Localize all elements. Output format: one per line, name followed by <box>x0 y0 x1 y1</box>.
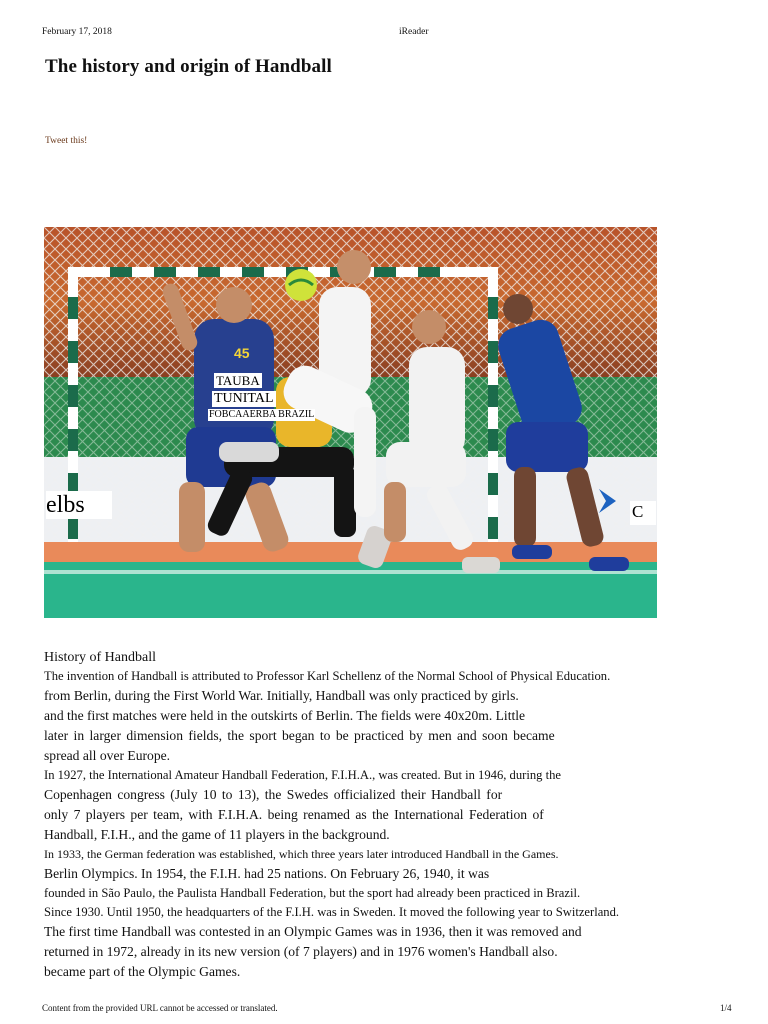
header-date: February 17, 2018 <box>42 27 112 37</box>
section-heading: History of Handball <box>44 650 156 665</box>
paragraph-line: and the first matches were held in the outskirts of Berlin. The fields were 40x20m. Little <box>44 708 526 723</box>
svg-text:45: 45 <box>234 345 250 361</box>
handball-photo <box>44 227 657 618</box>
paragraph-line: only 7 players per team, with F.I.H.A. being renamed as the International Federation of <box>44 807 544 822</box>
paragraph-line: founded in São Paulo, the Paulista Handball Federation, but the sport had already been practiced in Brazil. <box>44 886 581 900</box>
page-indicator: 1/4 <box>720 1003 732 1013</box>
photo-overlay-text: elbs <box>46 491 112 519</box>
tweet-link[interactable]: Tweet this! <box>45 136 88 146</box>
paragraph-line: spread all over Europe. <box>44 748 171 763</box>
paragraph-line: Since 1930. Until 1950, the headquarters of the F.I.H. was in Sweden. It moved the following year to Switzerland. <box>44 905 620 919</box>
paragraph-line: Handball, F.I.H., and the game of 11 players in the background. <box>44 827 390 842</box>
paragraph-line: The invention of Handball is attributed to Professor Karl Schellenz of the Normal School of Physical Education. <box>44 669 611 683</box>
header-app-name: iReader <box>399 27 429 37</box>
paragraph-line: Copenhagen congress (July 10 to 13), the Swedes officialized their Handball for <box>44 787 503 802</box>
article-body <box>44 648 754 982</box>
paragraph-line: In 1933, the German federation was established, which three years later introduced Handball in the Games. <box>44 847 559 861</box>
paragraph-line: returned in 1972, already in its new version (of 7 players) and in 1976 women's Handball also. <box>44 944 558 959</box>
photo-overlay-text: FOBCAAERBA BRAZIL <box>209 409 315 420</box>
paragraph-line: later in larger dimension fields, the sport began to be practiced by men and soon became <box>44 728 555 743</box>
paragraph-line: Berlin Olympics. In 1954, the F.I.H. had 25 nations. On February 26, 1940, it was <box>44 866 490 881</box>
photo-overlay-text: C <box>630 501 656 525</box>
paragraph-line: The first time Handball was contested in an Olympic Games was in 1936, then it was removed and <box>44 924 582 939</box>
paragraph-line: In 1927, the International Amateur Handball Federation, F.I.H.A., was created. But in 1946, during the <box>44 768 561 782</box>
page-title: The history and origin of Handball <box>45 56 332 77</box>
photo-overlay-text: TUNITAL <box>214 391 274 406</box>
footer-note: Content from the provided URL cannot be accessed or translated. <box>42 1003 278 1013</box>
paragraph-line: became part of the Olympic Games. <box>44 964 241 979</box>
photo-overlay-text: TAUBA <box>216 373 260 388</box>
paragraph-line: from Berlin, during the First World War. Initially, Handball was only practiced by girls. <box>44 688 519 703</box>
